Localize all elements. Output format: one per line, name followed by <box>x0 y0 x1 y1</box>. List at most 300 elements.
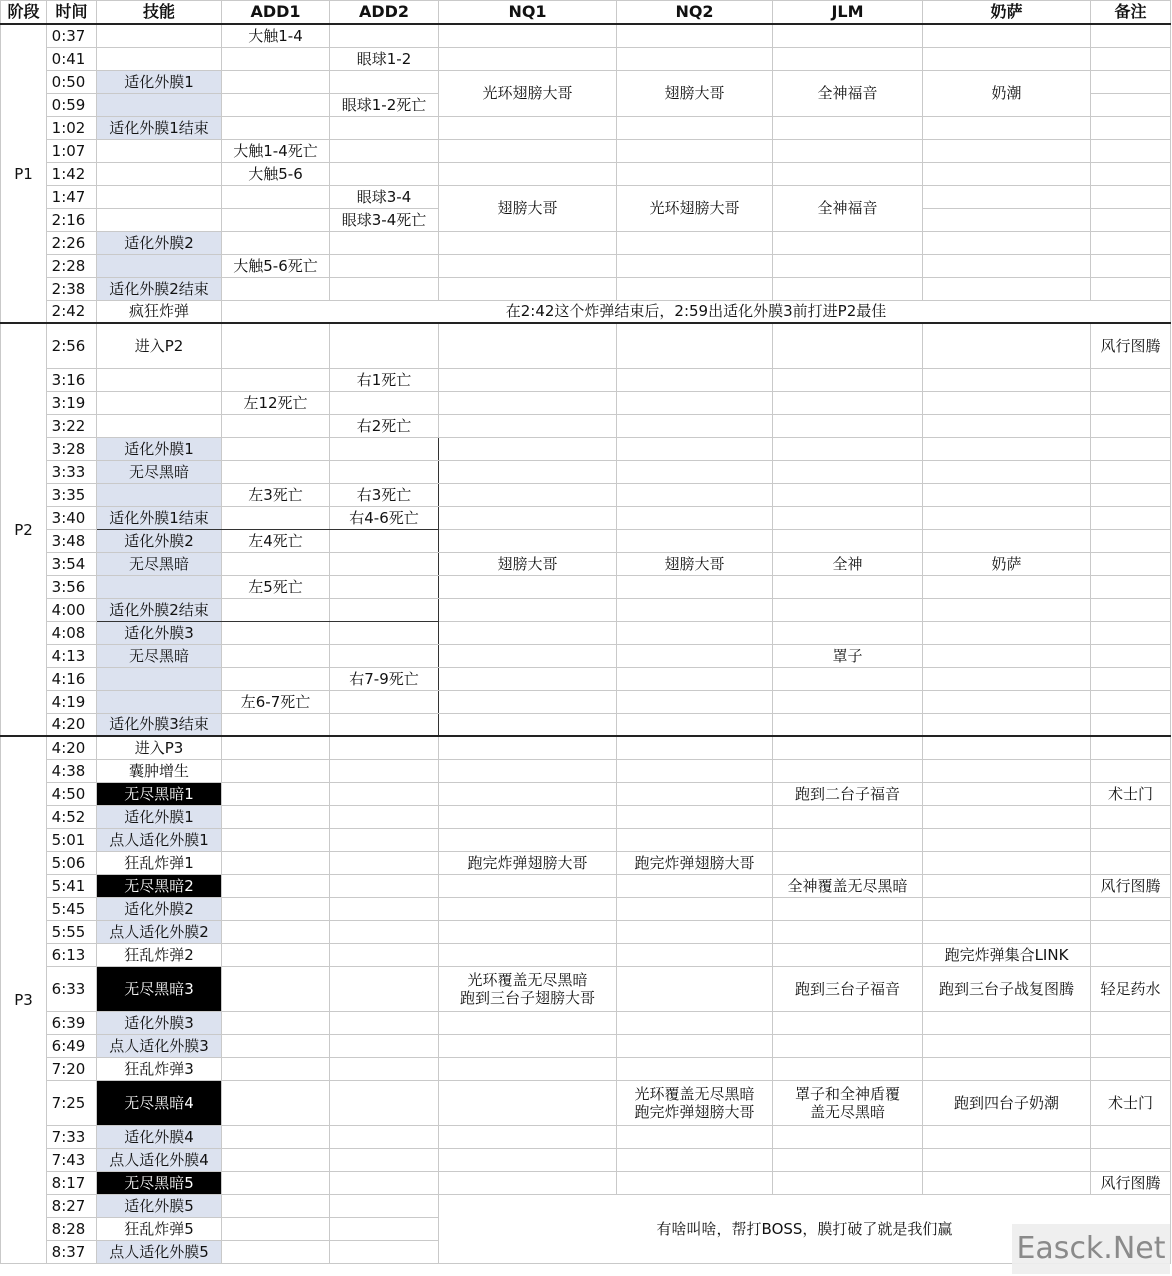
add1-cell <box>222 437 330 460</box>
table-row <box>1 966 1171 1011</box>
time-cell: 3:54 <box>47 552 97 575</box>
shaman-cell <box>923 506 1091 529</box>
table-row <box>1 1148 1171 1171</box>
nq1-line-2: 跑到三台子翅膀大哥 <box>459 988 595 1007</box>
shaman-cell <box>923 323 1091 368</box>
add1-cell <box>222 552 330 575</box>
shaman-cell <box>923 460 1091 483</box>
time-cell: 7:20 <box>47 1057 97 1080</box>
time-cell: 2:38 <box>47 277 97 300</box>
time-cell: 3:19 <box>47 391 97 414</box>
shaman-assignment: 跑到三台子战复图腾 <box>923 966 1091 1011</box>
nq2-cell <box>617 575 773 598</box>
jlm-cell <box>773 1057 923 1080</box>
table-row <box>1 437 1171 460</box>
add1-cell: 左4死亡 <box>222 529 330 552</box>
nq1-cell <box>439 1125 617 1148</box>
add1-cell: 大触1-4 <box>222 24 330 47</box>
time-cell: 4:08 <box>47 621 97 644</box>
add2-cell <box>330 1217 439 1240</box>
add2-cell <box>330 713 439 736</box>
header-add1: ADD1 <box>222 1 330 25</box>
add1-cell <box>222 1125 330 1148</box>
shaman-assignment: 奶萨 <box>923 552 1091 575</box>
table-row <box>1 920 1171 943</box>
time-cell: 6:33 <box>47 966 97 1011</box>
add1-cell <box>222 1217 330 1240</box>
time-cell: 1:07 <box>47 139 97 162</box>
add1-cell <box>222 598 330 621</box>
nq2-cell <box>617 621 773 644</box>
skill-cell: 点人适化外膜2 <box>97 920 222 943</box>
add2-cell: 右1死亡 <box>330 368 439 391</box>
skill-cell: 适化外膜2 <box>97 231 222 254</box>
nq1-cell <box>439 1011 617 1034</box>
shaman-cell <box>923 529 1091 552</box>
skill-cell: 适化外膜1结束 <box>97 116 222 139</box>
add1-cell <box>222 782 330 805</box>
add1-cell <box>222 460 330 483</box>
add1-cell <box>222 506 330 529</box>
nq1-cell <box>439 47 617 70</box>
shaman-cell <box>923 805 1091 828</box>
jlm-cell <box>773 736 923 759</box>
add1-cell <box>222 897 330 920</box>
add2-cell <box>330 529 439 552</box>
table-row <box>1 1034 1171 1057</box>
jlm-cell <box>773 1125 923 1148</box>
skill-cell: 点人适化外膜1 <box>97 828 222 851</box>
jlm-cell <box>773 920 923 943</box>
time-cell: 4:19 <box>47 690 97 713</box>
time-cell: 3:40 <box>47 506 97 529</box>
time-cell: 3:16 <box>47 368 97 391</box>
remark-cell <box>1091 368 1171 391</box>
phase-label: P2 <box>1 323 47 736</box>
shaman-cell <box>923 277 1091 300</box>
time-cell: 3:56 <box>47 575 97 598</box>
remark-cell <box>1091 621 1171 644</box>
remark-cell <box>1091 851 1171 874</box>
skill-cell: 无尽黑暗 <box>97 460 222 483</box>
shaman-cell <box>923 185 1091 208</box>
nq1-cell <box>439 1171 617 1194</box>
nq1-cell <box>439 736 617 759</box>
nq1-cell <box>439 575 617 598</box>
add2-cell <box>330 1080 439 1125</box>
add1-cell <box>222 1011 330 1034</box>
nq2-cell <box>617 874 773 897</box>
jlm-cell <box>773 323 923 368</box>
remark-cell <box>1091 162 1171 185</box>
nq1-cell <box>439 667 617 690</box>
add1-cell <box>222 621 330 644</box>
skill-cell: 适化外膜1 <box>97 437 222 460</box>
add2-cell <box>330 966 439 1011</box>
add1-cell: 左3死亡 <box>222 483 330 506</box>
skill-cell: 囊肿增生 <box>97 759 222 782</box>
add2-cell <box>330 1148 439 1171</box>
time-cell: 7:25 <box>47 1080 97 1125</box>
skill-cell: 无尽黑暗4 <box>97 1080 222 1125</box>
time-cell: 1:47 <box>47 185 97 208</box>
nq2-assignment <box>617 1080 773 1125</box>
table-row <box>1 139 1171 162</box>
nq1-cell <box>439 828 617 851</box>
remark-cell <box>1091 1148 1171 1171</box>
remark-cell: 术士门 <box>1091 782 1171 805</box>
skill-cell: 进入P3 <box>97 736 222 759</box>
remark-cell <box>1091 254 1171 277</box>
remark-cell <box>1091 828 1171 851</box>
add1-cell: 左6-7死亡 <box>222 690 330 713</box>
nq2-cell <box>617 437 773 460</box>
nq1-cell <box>439 805 617 828</box>
shaman-cell <box>923 437 1091 460</box>
remark-cell <box>1091 713 1171 736</box>
add2-cell <box>330 759 439 782</box>
add1-cell <box>222 70 330 93</box>
add1-cell: 大触5-6死亡 <box>222 254 330 277</box>
jlm-cell <box>773 414 923 437</box>
nq2-cell <box>617 139 773 162</box>
nq2-cell <box>617 391 773 414</box>
shaman-cell <box>923 598 1091 621</box>
time-cell: 3:28 <box>47 437 97 460</box>
nq2-cell <box>617 713 773 736</box>
table-row <box>1 460 1171 483</box>
nq2-cell <box>617 529 773 552</box>
add2-cell <box>330 575 439 598</box>
skill-cell: 点人适化外膜3 <box>97 1034 222 1057</box>
jlm-assignment: 全神福音 <box>773 70 923 116</box>
nq2-cell <box>617 805 773 828</box>
add2-cell: 右7-9死亡 <box>330 667 439 690</box>
shaman-assignment: 奶潮 <box>923 70 1091 116</box>
remark-cell <box>1091 1125 1171 1148</box>
jlm-assignment: 全神福音 <box>773 185 923 231</box>
remark-cell <box>1091 414 1171 437</box>
skill-cell: 疯狂炸弹 <box>97 300 222 323</box>
time-cell: 3:33 <box>47 460 97 483</box>
nq2-cell <box>617 828 773 851</box>
shaman-cell <box>923 139 1091 162</box>
skill-cell <box>97 185 222 208</box>
table-row <box>1 575 1171 598</box>
nq2-cell <box>617 254 773 277</box>
remark-cell <box>1091 552 1171 575</box>
add1-cell <box>222 231 330 254</box>
time-cell: 8:37 <box>47 1240 97 1263</box>
skill-cell: 适化外膜1 <box>97 805 222 828</box>
table-row <box>1 897 1171 920</box>
remark-cell <box>1091 208 1171 231</box>
remark-cell <box>1091 943 1171 966</box>
time-cell: 8:17 <box>47 1171 97 1194</box>
nq2-cell <box>617 1171 773 1194</box>
shaman-cell <box>923 874 1091 897</box>
nq2-cell <box>617 24 773 47</box>
skill-cell <box>97 208 222 231</box>
remark-cell <box>1091 897 1171 920</box>
remark-cell <box>1091 391 1171 414</box>
table-row <box>1 1194 1171 1217</box>
nq1-assignment: 翅膀大哥 <box>439 552 617 575</box>
add2-cell <box>330 460 439 483</box>
shaman-cell <box>923 736 1091 759</box>
nq1-cell <box>439 1034 617 1057</box>
nq2-assignment: 翅膀大哥 <box>617 70 773 116</box>
header-skill: 技能 <box>97 1 222 25</box>
table-row <box>1 828 1171 851</box>
add1-cell <box>222 208 330 231</box>
header-shaman: 奶萨 <box>923 1 1091 25</box>
add1-cell <box>222 713 330 736</box>
header-row <box>1 1 1171 25</box>
add1-cell <box>222 1240 330 1263</box>
skill-cell <box>97 575 222 598</box>
nq1-cell <box>439 897 617 920</box>
shaman-cell <box>923 713 1091 736</box>
time-cell: 0:50 <box>47 70 97 93</box>
nq2-cell <box>617 460 773 483</box>
shaman-cell <box>923 575 1091 598</box>
jlm-cell <box>773 483 923 506</box>
skill-cell: 无尽黑暗1 <box>97 782 222 805</box>
add2-cell <box>330 391 439 414</box>
add1-cell <box>222 874 330 897</box>
time-cell: 8:28 <box>47 1217 97 1240</box>
jlm-cell <box>773 47 923 70</box>
shaman-cell <box>923 391 1091 414</box>
nq2-cell <box>617 162 773 185</box>
remark-cell <box>1091 920 1171 943</box>
nq1-cell <box>439 1057 617 1080</box>
nq2-cell <box>617 736 773 759</box>
time-cell: 2:28 <box>47 254 97 277</box>
jlm-cell <box>773 713 923 736</box>
jlm-assignment: 跑到三台子福音 <box>773 966 923 1011</box>
add1-cell: 大触1-4死亡 <box>222 139 330 162</box>
jlm-cell <box>773 943 923 966</box>
add2-cell <box>330 437 439 460</box>
add2-cell <box>330 139 439 162</box>
skill-cell: 适化外膜3结束 <box>97 713 222 736</box>
nq1-cell <box>439 506 617 529</box>
jlm-cell <box>773 598 923 621</box>
table-row <box>1 368 1171 391</box>
jlm-cell <box>773 759 923 782</box>
skill-cell: 点人适化外膜4 <box>97 1148 222 1171</box>
time-cell: 5:45 <box>47 897 97 920</box>
jlm-cell <box>773 506 923 529</box>
shaman-cell <box>923 414 1091 437</box>
remark-cell <box>1091 437 1171 460</box>
remark-cell <box>1091 483 1171 506</box>
nq2-assignment: 跑完炸弹翅膀大哥 <box>617 851 773 874</box>
skill-cell: 无尽黑暗 <box>97 552 222 575</box>
header-time: 时间 <box>47 1 97 25</box>
nq2-cell <box>617 943 773 966</box>
nq1-cell <box>439 759 617 782</box>
skill-cell: 无尽黑暗2 <box>97 874 222 897</box>
shaman-assignment: 跑到四台子奶潮 <box>923 1080 1091 1125</box>
nq1-cell <box>439 690 617 713</box>
add2-cell <box>330 1011 439 1034</box>
jlm-cell <box>773 139 923 162</box>
skill-cell: 狂乱炸弹2 <box>97 943 222 966</box>
shaman-cell <box>923 897 1091 920</box>
nq1-cell <box>439 437 617 460</box>
add1-cell <box>222 736 330 759</box>
jlm-cell <box>773 391 923 414</box>
time-cell: 3:35 <box>47 483 97 506</box>
table-row <box>1 162 1171 185</box>
table-row <box>1 506 1171 529</box>
table-row <box>1 805 1171 828</box>
nq2-cell <box>617 483 773 506</box>
jlm-cell <box>773 460 923 483</box>
phase-label: P1 <box>1 24 47 323</box>
remark-cell <box>1091 460 1171 483</box>
nq2-cell <box>617 231 773 254</box>
skill-cell <box>97 24 222 47</box>
nq1-cell <box>439 231 617 254</box>
time-cell: 1:02 <box>47 116 97 139</box>
skill-cell: 适化外膜3 <box>97 621 222 644</box>
add2-cell: 右3死亡 <box>330 483 439 506</box>
nq1-cell <box>439 529 617 552</box>
jlm-cell <box>773 24 923 47</box>
add2-cell: 眼球1-2死亡 <box>330 93 439 116</box>
remark-cell <box>1091 70 1171 93</box>
remark-cell: 轻足药水 <box>1091 966 1171 1011</box>
add2-cell <box>330 552 439 575</box>
skill-cell <box>97 690 222 713</box>
shaman-cell <box>923 644 1091 667</box>
add1-cell <box>222 805 330 828</box>
skill-cell: 适化外膜4 <box>97 1125 222 1148</box>
nq2-cell <box>617 644 773 667</box>
skill-cell: 适化外膜2 <box>97 897 222 920</box>
nq1-assignment <box>439 966 617 1011</box>
jlm-cell <box>773 368 923 391</box>
time-cell: 5:01 <box>47 828 97 851</box>
time-cell: 0:59 <box>47 93 97 116</box>
skill-cell: 适化外膜5 <box>97 1194 222 1217</box>
table-row <box>1 644 1171 667</box>
nq1-assignment: 翅膀大哥 <box>439 185 617 231</box>
time-cell: 3:22 <box>47 414 97 437</box>
shaman-cell <box>923 116 1091 139</box>
table-row <box>1 323 1171 368</box>
nq2-cell <box>617 782 773 805</box>
nq1-cell <box>439 24 617 47</box>
table-row <box>1 713 1171 736</box>
table-row <box>1 874 1171 897</box>
skill-cell <box>97 162 222 185</box>
shaman-cell <box>923 483 1091 506</box>
add2-cell <box>330 1171 439 1194</box>
time-cell: 4:38 <box>47 759 97 782</box>
remark-cell: 术士门 <box>1091 1080 1171 1125</box>
time-cell: 0:41 <box>47 47 97 70</box>
add2-cell <box>330 782 439 805</box>
table-row <box>1 47 1171 70</box>
nq2-cell <box>617 920 773 943</box>
add1-cell <box>222 368 330 391</box>
add2-cell <box>330 644 439 667</box>
jlm-cell <box>773 805 923 828</box>
add2-cell <box>330 1240 439 1263</box>
table-row <box>1 736 1171 759</box>
skill-cell: 适化外膜3 <box>97 1011 222 1034</box>
time-cell: 5:06 <box>47 851 97 874</box>
jlm-cell <box>773 667 923 690</box>
time-cell: 7:43 <box>47 1148 97 1171</box>
skill-cell: 狂乱炸弹1 <box>97 851 222 874</box>
add2-cell <box>330 116 439 139</box>
add2-cell <box>330 828 439 851</box>
nq2-cell <box>617 667 773 690</box>
add1-cell <box>222 323 330 368</box>
nq2-line-2: 跑完炸弹翅膀大哥 <box>634 1102 755 1121</box>
nq2-cell <box>617 759 773 782</box>
nq2-cell <box>617 1125 773 1148</box>
skill-cell: 适化外膜1结束 <box>97 506 222 529</box>
skill-cell <box>97 47 222 70</box>
add1-cell <box>222 943 330 966</box>
table-row <box>1 1080 1171 1125</box>
shaman-cell <box>923 782 1091 805</box>
remark-cell <box>1091 1034 1171 1057</box>
jlm-cell <box>773 529 923 552</box>
shaman-cell <box>923 208 1091 231</box>
add2-cell <box>330 621 439 644</box>
add2-cell <box>330 1057 439 1080</box>
shaman-assignment: 跑完炸弹集合LINK <box>923 943 1091 966</box>
nq1-cell <box>439 483 617 506</box>
nq1-cell <box>439 368 617 391</box>
jlm-cell <box>773 277 923 300</box>
time-cell: 6:49 <box>47 1034 97 1057</box>
header-jlm: JLM <box>773 1 923 25</box>
skill-cell: 适化外膜1 <box>97 70 222 93</box>
remark-cell <box>1091 24 1171 47</box>
shaman-cell <box>923 1148 1091 1171</box>
nq1-cell <box>439 874 617 897</box>
add2-cell <box>330 851 439 874</box>
shaman-cell <box>923 1034 1091 1057</box>
remark-cell <box>1091 1011 1171 1034</box>
shaman-cell <box>923 368 1091 391</box>
remark-cell: 风行图腾 <box>1091 874 1171 897</box>
time-cell: 5:41 <box>47 874 97 897</box>
remark-cell: 风行图腾 <box>1091 323 1171 368</box>
table-row <box>1 759 1171 782</box>
nq1-cell <box>439 1148 617 1171</box>
add2-cell: 右2死亡 <box>330 414 439 437</box>
add2-cell: 眼球3-4死亡 <box>330 208 439 231</box>
jlm-cell <box>773 851 923 874</box>
table-row <box>1 414 1171 437</box>
table-row <box>1 529 1171 552</box>
remark-cell: 风行图腾 <box>1091 1171 1171 1194</box>
jlm-assignment: 跑到二台子福音 <box>773 782 923 805</box>
add2-cell <box>330 943 439 966</box>
jlm-assignment: 全神覆盖无尽黑暗 <box>773 874 923 897</box>
nq2-cell <box>617 116 773 139</box>
